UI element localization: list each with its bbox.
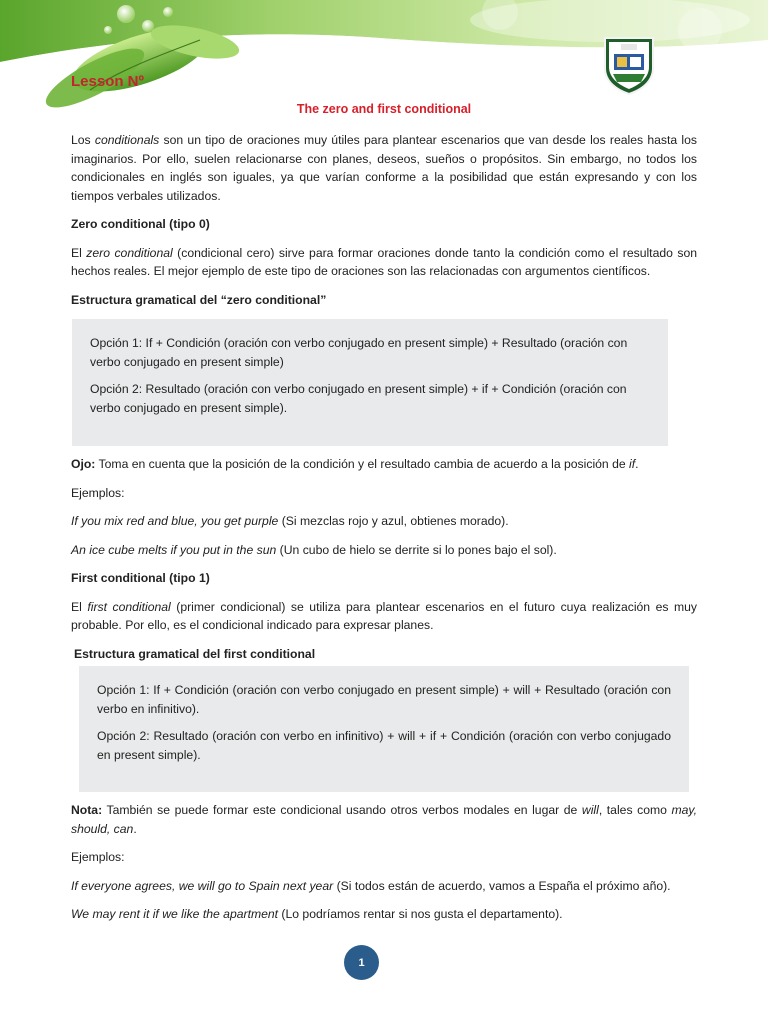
- first-examples-label: Ejemplos:: [71, 850, 125, 864]
- zero-structure-box: [72, 319, 668, 446]
- first-conditional-heading: First conditional (tipo 1): [71, 571, 210, 585]
- document-body: [71, 131, 697, 934]
- first-option-2: Opción 2: Resultado (oración con verbo en infinitivo) + will + if + Condición (oración con verbo conjugado en present simple).: [97, 729, 671, 762]
- first-structure-heading: Estructura gramatical del first conditional: [74, 646, 316, 661]
- intro-paragraph: Los conditionals son un tipo de oraciones muy útiles para plantear escenarios que van desde los reales hasta los imaginarios. Por ello, suelen relacionarse con planes, deseos, sueños o propósitos. Sin embargo, no todos los condicionales en inglés son iguales, ya que varían conforme a la posibilidad que están expresando y con los tiempos verbales utilizados.: [71, 133, 697, 203]
- zero-example-1: If you mix red and blue, you get purple (Si mezclas rojo y azul, obtienes morado).: [71, 514, 509, 528]
- zero-conditional-description: El zero conditional (condicional cero) sirve para formar oraciones donde tanto la condición como el resultado son hechos reales. El mejor ejemplo de este tipo de oraciones son las relacionadas con argumentos científicos.: [71, 245, 697, 278]
- zero-examples-label: Ejemplos:: [71, 485, 125, 500]
- first-example-1: If everyone agrees, we will go to Spain next year (Si todos están de acuerdo, vamos a España el próximo año).: [71, 878, 671, 893]
- zero-note: Ojo: Toma en cuenta que la posición de la condición y el resultado cambia de acuerdo a la posición de if.: [71, 457, 639, 471]
- school-crest-icon: [599, 32, 659, 96]
- first-example-2: We may rent it if we like the apartment (Lo podríamos rentar si nos gusta el departamento).: [71, 907, 563, 921]
- zero-option-2: Opción 2: Resultado (oración con verbo conjugado en present simple) + if + Condición (oración con verbo conjugado en present simple).: [90, 382, 627, 415]
- first-conditional-description: El first conditional (primer condicional) se utiliza para plantear escenarios en el futuro cuya realización es muy probable. Por ello, es el condicional indicado para expresar planes.: [71, 599, 697, 632]
- document-title: The zero and first conditional: [296, 102, 472, 116]
- zero-option-1: Opción 1: If + Condición (oración con verbo conjugado en present simple) + Resultado (oración con verbo conjugado en present simple): [90, 336, 628, 369]
- zero-structure-heading: Estructura gramatical del “zero conditional”: [71, 292, 327, 307]
- zero-conditional-heading: Zero conditional (tipo 0): [71, 217, 210, 231]
- zero-example-2: An ice cube melts if you put in the sun (Un cubo de hielo se derrite si lo pones bajo el sol).: [71, 542, 557, 557]
- page-number-badge: 1: [344, 945, 379, 980]
- first-option-1: Opción 1: If + Condición (oración con verbo conjugado en present simple) + will + Resultado (oración con verbo en infinitivo).: [97, 683, 671, 716]
- lesson-label: Lesson Nº: [71, 73, 144, 90]
- first-structure-box: [79, 666, 689, 792]
- first-note: Nota: También se puede formar este condicional usando otros verbos modales en lugar de will, tales como may, should, can.: [71, 803, 697, 836]
